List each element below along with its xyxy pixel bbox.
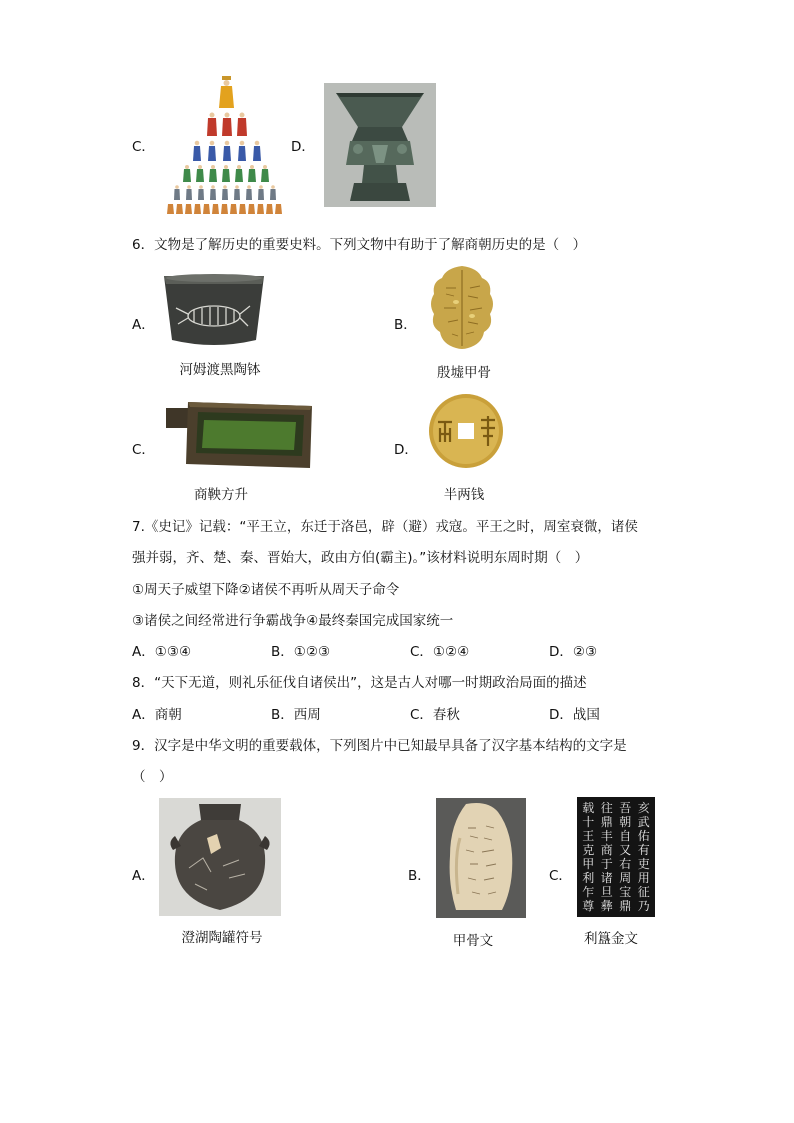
scholar-figures-icon [183, 165, 269, 182]
inscription-glyph: 旦 [600, 885, 613, 899]
commoner-figures-icon [174, 185, 276, 200]
q6-option-b-label: B． [394, 317, 417, 333]
inscription-glyph: 利 [582, 871, 595, 885]
inscription-glyph: 自 [619, 829, 632, 843]
pottery-jar-image [159, 798, 281, 916]
q7-option-c[interactable]: C．①②④ [410, 644, 470, 660]
q6-stem: 6．文物是了解历史的重要史料。下列文物中有助于了解商朝历史的是（ ） [132, 237, 587, 253]
inscription-glyph: 乍 [582, 885, 595, 899]
q6-option-c-caption: 商鞅方升 [194, 487, 248, 503]
society-pyramid-image [165, 74, 289, 216]
inscription-glyph: 鼎 [619, 899, 632, 913]
inscription-glyph: 甲 [582, 857, 595, 871]
inscription-glyph: 商 [600, 843, 613, 857]
black-pottery-bowl-image [158, 268, 270, 350]
servant-figures-icon [167, 204, 282, 214]
q6-option-d-caption: 半两钱 [443, 487, 485, 503]
bronze-inscription-image [577, 797, 655, 917]
inscription-glyph: 亥 [637, 801, 650, 815]
inscription-glyph: 乃 [637, 899, 650, 913]
q7-stem-line2: 强并弱，齐、楚、秦、晋始大，政由方伯(霸主)。”该材料说明东周时期（ ） [132, 550, 589, 566]
q9-stem-line1: 9．汉字是中华文明的重要载体，下列图片中已知最早具备了汉字基本结构的文字是 [132, 738, 627, 754]
oracle-bone-script-image [436, 798, 526, 918]
inscription-glyph: 佑 [637, 829, 650, 843]
inscription-glyph: 用 [637, 871, 650, 885]
inscription-glyph: 鼎 [600, 815, 613, 829]
inscription-glyph: 载 [582, 801, 595, 815]
q5-option-c-label: C． [132, 139, 155, 155]
noble-figures-icon [207, 113, 247, 137]
q7-statements-line1: ①周天子威望下降②诸侯不再听从周天子命令 [132, 582, 400, 598]
inscription-glyph: 征 [637, 885, 650, 899]
q8-option-c[interactable]: C．春秋 [410, 707, 460, 723]
q9-option-b-caption: 甲骨文 [452, 933, 494, 949]
q9-option-b-label: B． [408, 868, 431, 884]
inscription-glyph: 吾 [619, 801, 632, 815]
inscription-glyph: 彝 [600, 899, 613, 913]
q9-option-a-label: A． [132, 868, 155, 884]
inscription-glyph: 有 [637, 843, 650, 857]
bronze-zun-vessel-image [324, 83, 436, 207]
q7-stem-line1: 7.《史记》记载：“平王立，东迁于洛邑，辟（避）戎寇。平王之时，周室衰微，诸侯 [132, 519, 638, 535]
q6-option-a-label: A． [132, 317, 155, 333]
inscription-glyph: 王 [582, 829, 595, 843]
q8-option-d[interactable]: D．战国 [549, 707, 600, 723]
q9-option-c-caption: 利簋金文 [584, 931, 638, 947]
inscription-glyph: 又 [619, 843, 632, 857]
q8-stem: 8．“天下无道，则礼乐征伐自诸侯出”，这是古人对哪一时期政治局面的描述 [132, 675, 587, 691]
q8-option-b[interactable]: B．西周 [271, 707, 321, 723]
oracle-bone-image [426, 264, 498, 350]
q7-statements-line2: ③诸侯之间经常进行争霸战争④最终秦国完成国家统一 [132, 613, 454, 629]
inscription-glyph: 十 [582, 815, 595, 829]
q9-option-c-label: C． [549, 868, 572, 884]
q7-option-d[interactable]: D．②③ [549, 644, 598, 660]
q5-option-d-label: D． [291, 139, 315, 155]
inscription-glyph: 于 [600, 857, 613, 871]
banliang-coin-image [426, 392, 506, 470]
inscription-glyph: 克 [582, 843, 595, 857]
inscription-glyph: 武 [637, 815, 650, 829]
inscription-glyph: 右 [619, 857, 632, 871]
q7-option-a[interactable]: A．①③④ [132, 644, 192, 660]
q6-option-a-caption: 河姆渡黑陶钵 [179, 362, 261, 378]
q6-option-d-label: D． [394, 442, 418, 458]
inscription-glyph: 尊 [582, 899, 595, 913]
inscription-glyph: 往 [600, 801, 613, 815]
inscription-glyph: 诸 [600, 871, 613, 885]
king-figure-icon [219, 76, 234, 108]
q7-option-b[interactable]: B．①②③ [271, 644, 331, 660]
q9-option-a-caption: 澄湖陶罐符号 [181, 930, 263, 946]
q6-option-c-label: C． [132, 442, 155, 458]
inscription-grid [579, 801, 653, 913]
inscription-glyph: 周 [619, 871, 632, 885]
q6-option-b-caption: 殷墟甲骨 [437, 365, 491, 381]
inscription-glyph: 吏 [637, 857, 650, 871]
inscription-glyph: 朝 [619, 815, 632, 829]
inscription-glyph: 丰 [600, 829, 613, 843]
official-figures-icon [193, 141, 261, 161]
bronze-measure-image [164, 398, 314, 472]
q8-option-a[interactable]: A．商朝 [132, 707, 182, 723]
inscription-glyph: 宝 [619, 885, 632, 899]
q9-stem-line2: （ ） [132, 769, 173, 785]
